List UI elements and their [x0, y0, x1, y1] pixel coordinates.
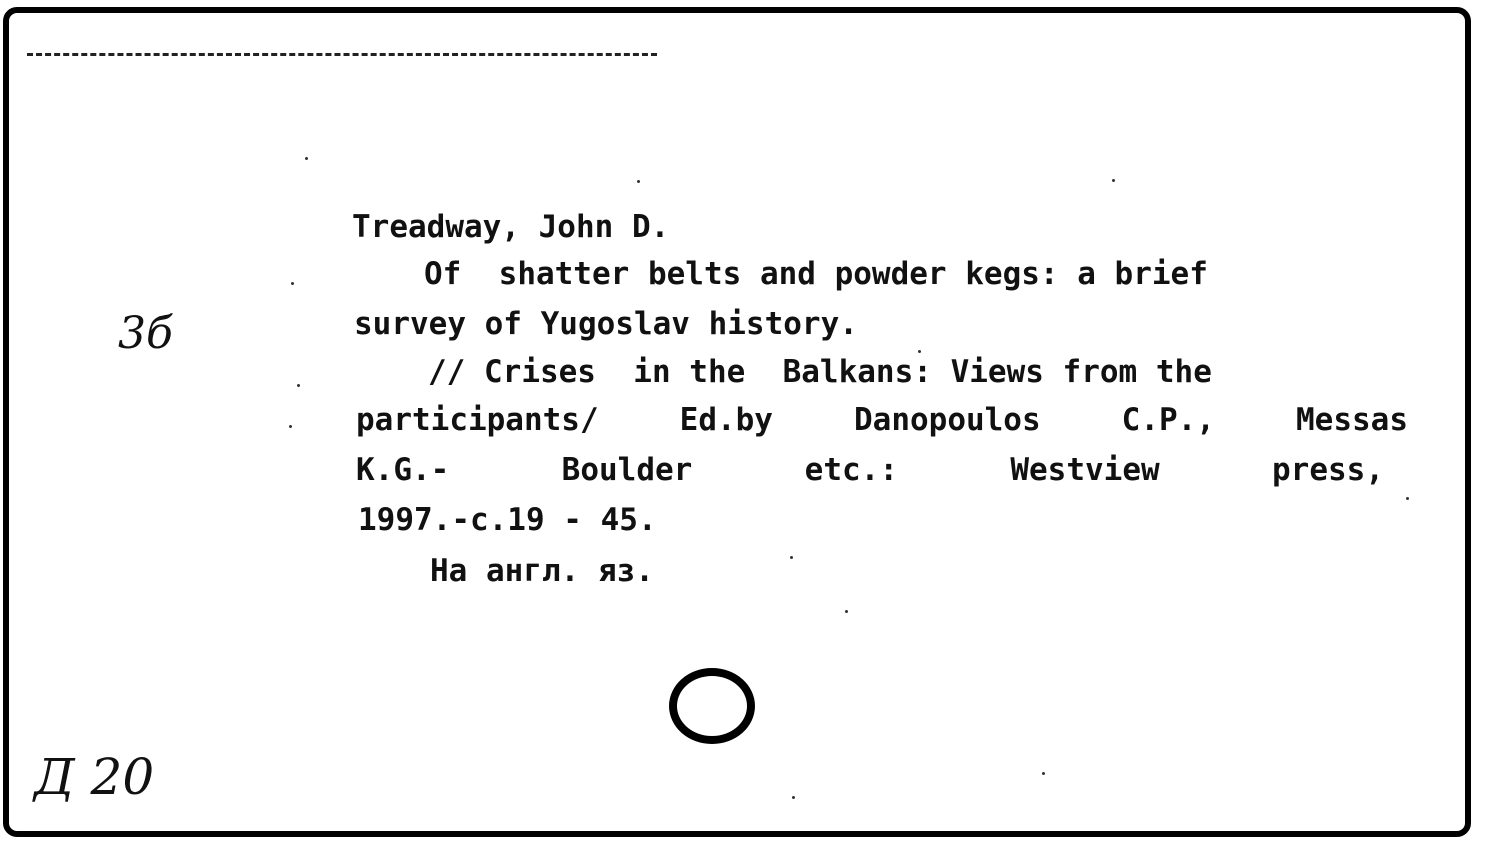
speck	[792, 796, 795, 799]
author-line: Treadway, John D.	[352, 209, 670, 245]
top-divider	[27, 53, 657, 56]
source-word: Ed.by	[679, 402, 773, 438]
source-line-4: 1997.-c.19 - 45.	[358, 502, 657, 538]
language-note: На англ. яз.	[430, 553, 654, 589]
shelf-mark: 3б	[118, 308, 173, 359]
speck	[1042, 772, 1045, 775]
source-word: press,	[1272, 452, 1384, 488]
source-word: C.P.,	[1121, 402, 1215, 438]
speck	[1406, 497, 1409, 500]
corner-mark: Д 20	[34, 748, 155, 806]
source-line-1: // Crises in the Balkans: Views from the	[428, 354, 1212, 390]
speck	[845, 610, 848, 613]
source-word: participants/	[356, 402, 599, 438]
source-word: Boulder	[561, 452, 693, 488]
speck	[637, 180, 640, 183]
source-word: Westview	[1010, 452, 1160, 488]
source-word: K.G.-	[356, 452, 450, 488]
title-line-2: survey of Yugoslav history.	[354, 306, 858, 342]
source-line-2	[356, 402, 1408, 438]
speck	[790, 556, 793, 559]
title-line-1: Of shatter belts and powder kegs: a brief	[424, 256, 1208, 292]
speck	[1112, 179, 1115, 182]
speck	[918, 350, 921, 353]
punch-hole	[669, 668, 755, 744]
speck	[289, 425, 292, 428]
source-word: etc.:	[804, 452, 898, 488]
speck	[291, 282, 294, 285]
source-line-3	[356, 452, 1384, 488]
source-word: Messas	[1296, 402, 1408, 438]
speck	[297, 384, 300, 387]
speck	[305, 157, 308, 160]
source-word: Danopoulos	[854, 402, 1041, 438]
